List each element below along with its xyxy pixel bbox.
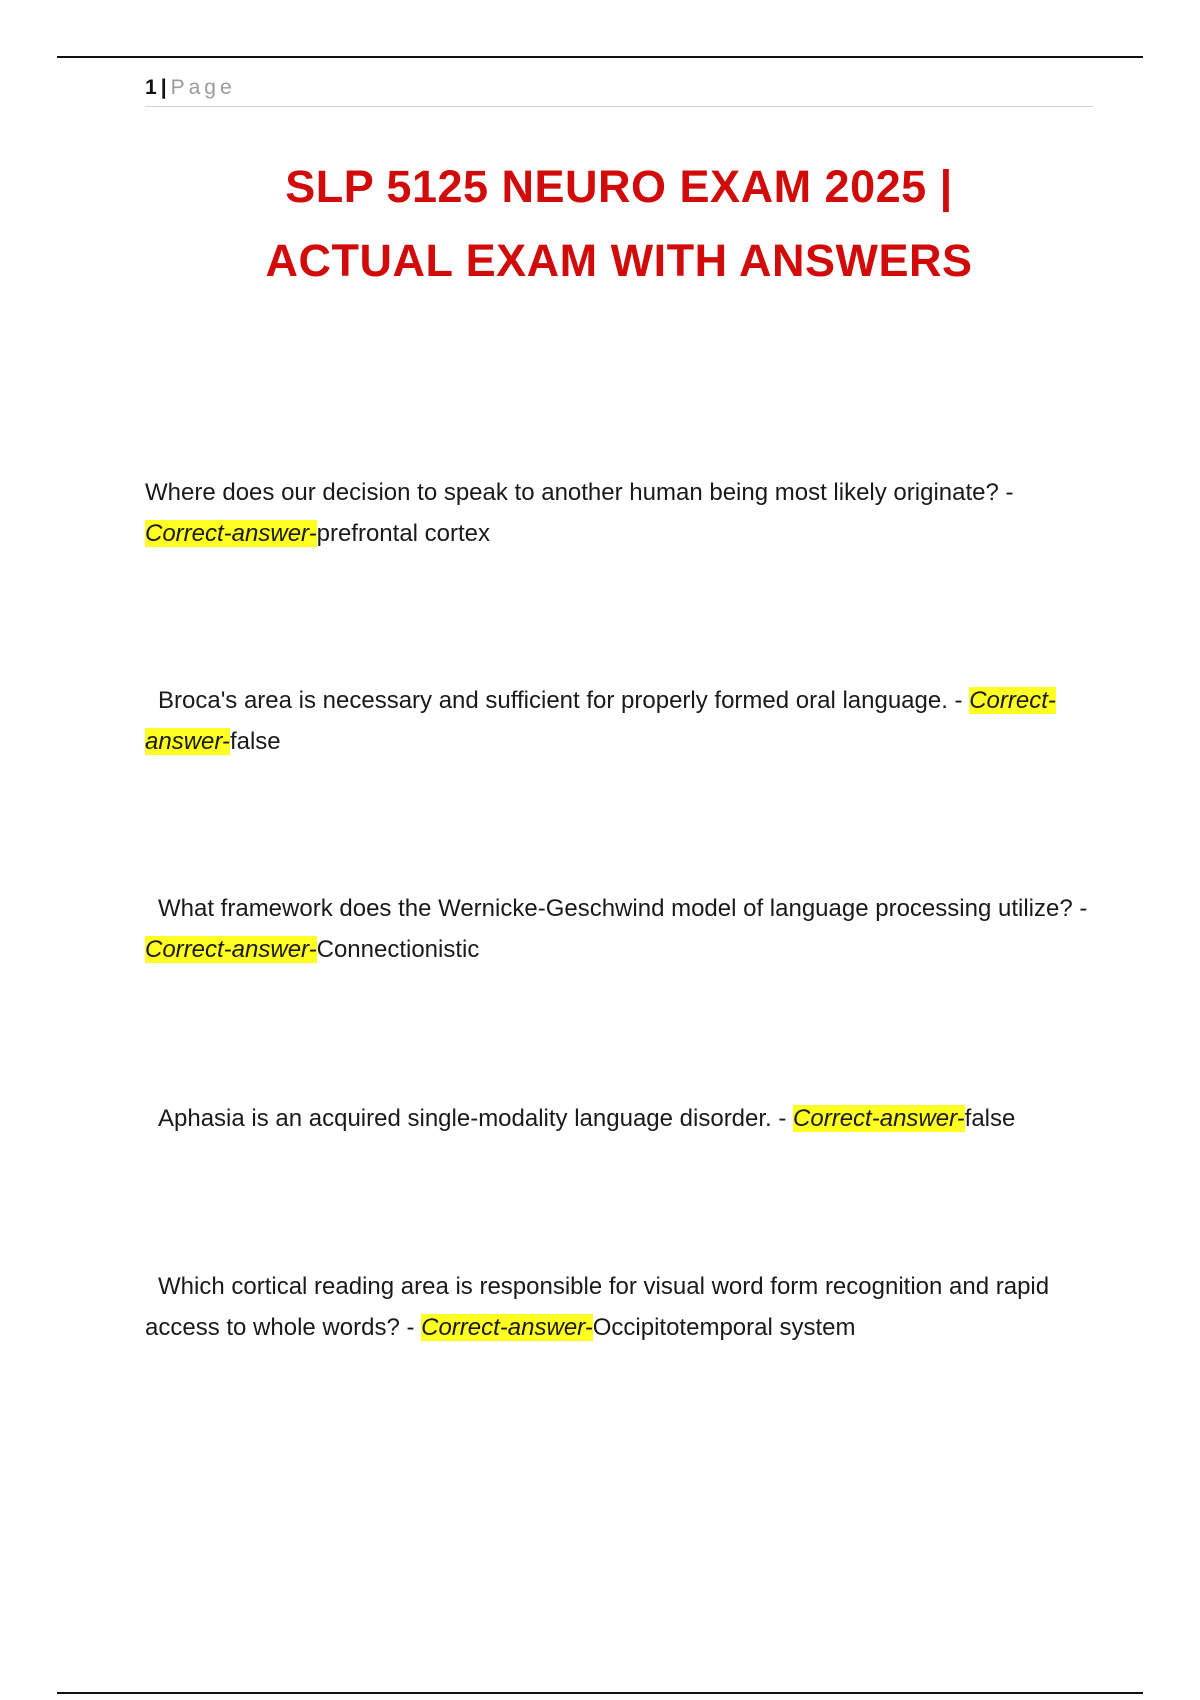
top-rule <box>57 56 1143 58</box>
qa-item-3 <box>145 888 1100 970</box>
document-title <box>145 150 1093 298</box>
answer-text: Connectionistic <box>316 936 480 963</box>
page-header <box>145 74 1093 107</box>
page-label: Page <box>170 76 236 99</box>
question-text: Which cortical reading area is responsible for visual word form recognition and rapid access to whole words? - <box>145 1273 1050 1341</box>
qa-item-2 <box>145 680 1100 762</box>
qa-item-4 <box>145 1098 1100 1139</box>
correct-answer-label: Correct-answer- <box>421 1314 593 1341</box>
correct-answer-label: Correct-answer- <box>145 520 317 547</box>
answer-text: false <box>964 1105 1016 1132</box>
document-title-line-2: ACTUAL EXAM WITH ANSWERS <box>265 235 973 286</box>
bottom-rule <box>57 1692 1143 1694</box>
correct-answer-label: Correct-answer- <box>793 1105 965 1132</box>
answer-text: false <box>229 728 281 755</box>
answer-text: prefrontal cortex <box>316 520 491 547</box>
page-separator: | <box>160 76 167 99</box>
answer-text: Occipitotemporal system <box>592 1314 856 1341</box>
document-title-line-1: SLP 5125 NEURO EXAM 2025 | <box>285 161 953 212</box>
question-text: Broca's area is necessary and sufficient for properly formed oral language. - <box>158 687 970 714</box>
question-text: What framework does the Wernicke-Geschwind model of language processing utilize? - <box>158 895 1088 922</box>
correct-answer-label: Correct-answer- <box>145 687 1056 755</box>
qa-item-1 <box>145 472 1100 554</box>
correct-answer-label: Correct-answer- <box>145 936 317 963</box>
question-text: Where does our decision to speak to another human being most likely originate? - <box>145 479 1014 506</box>
question-text: Aphasia is an acquired single-modality language disorder. - <box>158 1105 794 1132</box>
page-number: 1 <box>145 76 157 99</box>
qa-item-5 <box>145 1266 1100 1348</box>
